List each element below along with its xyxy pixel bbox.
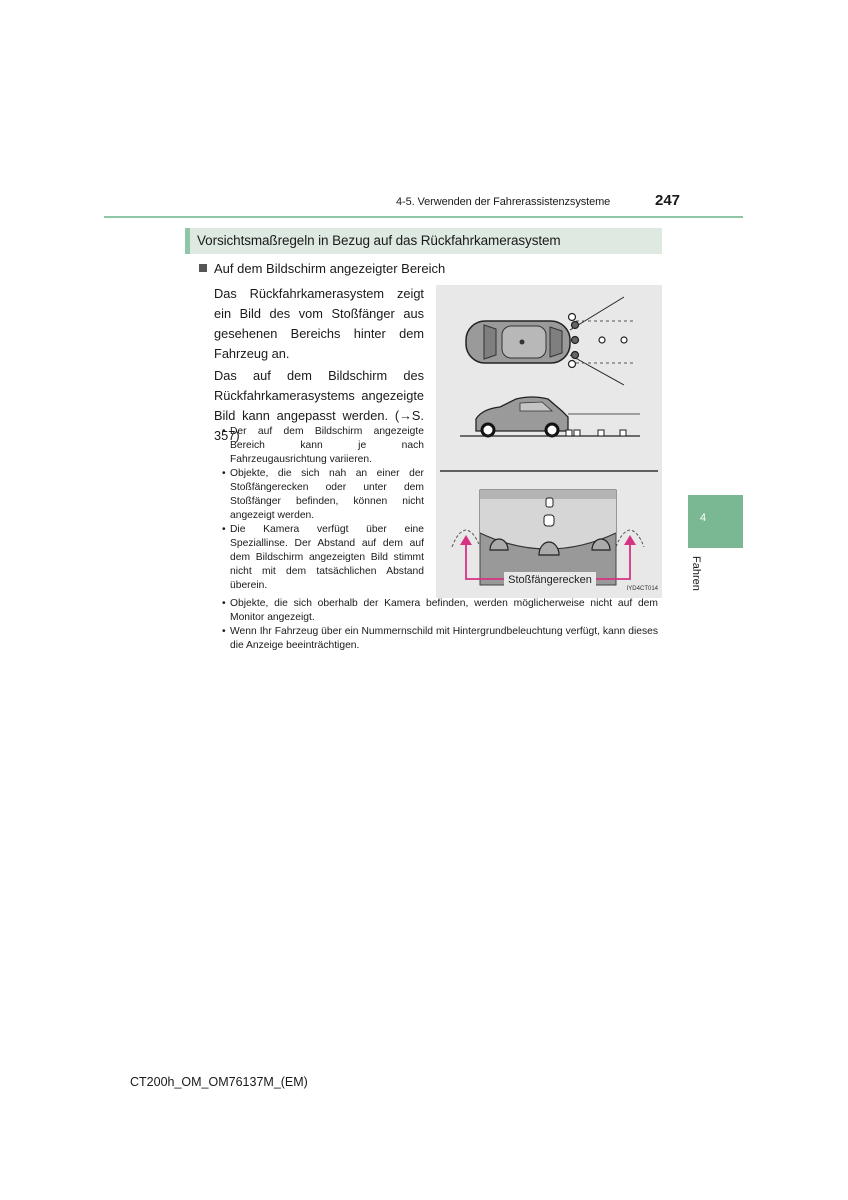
running-header-section: 4-5. Verwenden der Fahrerassistenzsysteme [396,196,611,208]
page-number: 247 [655,192,681,209]
note-item: • Objekte, die sich oberhalb der Kamera befinden, werden möglicherweise nicht auf dem Monitor angezeigt. [218,597,658,625]
note-list [218,597,658,653]
camera-range-top-view [569,297,637,385]
document-code: CT200h_OM_OM76137M_(EM) [130,1075,308,1089]
header-rule [104,216,743,218]
camera-screen-icon [452,490,644,585]
callout-label: Stoßfängerecken [508,574,592,586]
car-side-view-icon [460,397,640,436]
note-item: • Die Kamera verfügt über eine Speziallinse. Der Abstand auf dem auf dem Bildschirm angezeigten Bild stimmt nicht mit dem tatsächlichen Abstand überein. [218,523,424,593]
section-heading-bar [185,228,662,254]
chapter-tab [688,495,743,548]
note-list [218,425,424,593]
note-item: • Objekte, die sich nah an einer der Stoßfängerecken oder unter dem Stoßfänger befinden, können nicht angezeigt werden. [218,467,424,523]
figure-code: IYD4CT014 [626,586,658,592]
section-heading-accent [185,228,190,254]
section-title: Vorsichtsmaßregeln in Bezug auf das Rückfahrkamerasystem [197,233,561,248]
camera-range-figure [436,285,662,598]
camera-range-illustration [436,285,662,598]
car-top-view-icon [466,321,570,363]
square-bullet-icon [199,264,207,272]
body-paragraph: Das Rückfahrkamerasystem zeigt ein Bild des vom Stoßfänger aus gesehenen Bereichs hinter dem Fahrzeug an. [214,286,424,361]
chapter-number: 4 [700,512,707,524]
chapter-label: Fahren [690,556,702,591]
note-item: • Wenn Ihr Fahrzeug über ein Nummernschild mit Hintergrundbeleuchtung verfügt, kann dieses die Anzeige beeinträchtigen. [218,625,658,653]
note-item: • Der auf dem Bildschirm angezeigte Bereich kann je nach Fahrzeugausrichtung variieren. [218,425,424,467]
subsection-title: Auf dem Bildschirm angezeigter Bereich [214,261,446,276]
body-paragraph: Das auf dem Bildschirm des Rückfahrkamerasystems angezeigte Bild kann angepasst werden. (→S. 357) [214,368,424,443]
